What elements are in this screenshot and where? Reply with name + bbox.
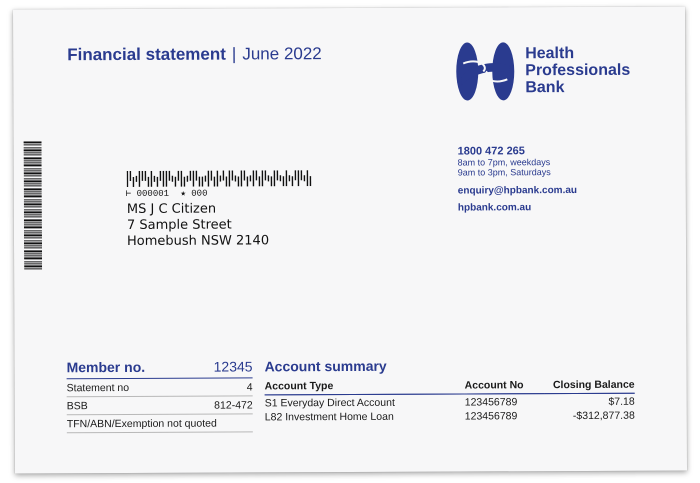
address-sort-code: [126, 189, 208, 199]
title-text: Financial statement: [67, 44, 226, 65]
hours-saturdays: 9am to 3pm, Saturdays: [457, 167, 551, 178]
member-row-value: 812-472: [214, 398, 253, 412]
logo-line: Bank: [525, 79, 565, 97]
closing-balance: -$312,877.38: [572, 409, 635, 423]
statement-page: [13, 7, 687, 474]
account-number: 123456789: [464, 396, 518, 409]
sort-code-right: ★ 000: [180, 188, 208, 199]
summary-title: Account summary: [264, 357, 387, 375]
website: hpbank.com.au: [457, 202, 532, 214]
side-barcode-icon: [24, 141, 43, 273]
sort-code-left: ⊢ 000001: [125, 188, 170, 199]
member-row: [67, 414, 253, 433]
account-type: S1 Everyday Direct Account: [264, 396, 395, 410]
member-label: Member no.: [66, 358, 146, 376]
table-row: [265, 408, 635, 424]
table-row: [265, 393, 635, 409]
member-row-value: 4: [246, 380, 253, 393]
member-row-label: BSB: [66, 399, 88, 412]
member-header: [67, 358, 253, 379]
account-number: 123456789: [464, 410, 518, 423]
member-row-label: Statement no: [66, 381, 130, 394]
member-row-label: TFN/ABN/Exemption not quoted: [66, 417, 217, 430]
member-panel: [67, 358, 253, 433]
email-address: enquiry@hpbank.com.au: [457, 185, 578, 197]
member-number: 12345: [213, 358, 253, 375]
title-date: June 2022: [242, 44, 322, 64]
account-summary: [265, 357, 635, 424]
closing-balance: $7.18: [608, 395, 635, 408]
column-header: Closing Balance: [545, 378, 635, 394]
address-line: 7 Sample Street: [126, 217, 232, 233]
logo-wordmark: [525, 45, 630, 96]
member-row: [67, 396, 253, 415]
title-separator: |: [231, 44, 237, 64]
summary-table: [265, 378, 635, 424]
bank-logo-icon: [453, 41, 517, 101]
account-type: L82 Investment Home Loan: [264, 410, 394, 424]
logo-line: Professionals: [525, 61, 631, 80]
member-row: [67, 378, 253, 397]
postal-barcode-icon: [127, 170, 315, 187]
address-line: MS J C Citizen: [126, 201, 217, 217]
address-line: Homebush NSW 2140: [126, 233, 270, 249]
logo-line: Health: [525, 45, 575, 63]
hours-weekdays: 8am to 7pm, weekdays: [457, 157, 551, 168]
bank-logo: [453, 41, 653, 102]
phone-number: 1800 472 265: [457, 145, 525, 158]
page-title: [67, 44, 322, 65]
contact-info: [458, 145, 578, 214]
mailing-address: [127, 201, 269, 250]
column-header: Account Type: [265, 379, 465, 395]
column-header: Account No: [465, 378, 545, 394]
summary-header-row: [265, 378, 635, 395]
